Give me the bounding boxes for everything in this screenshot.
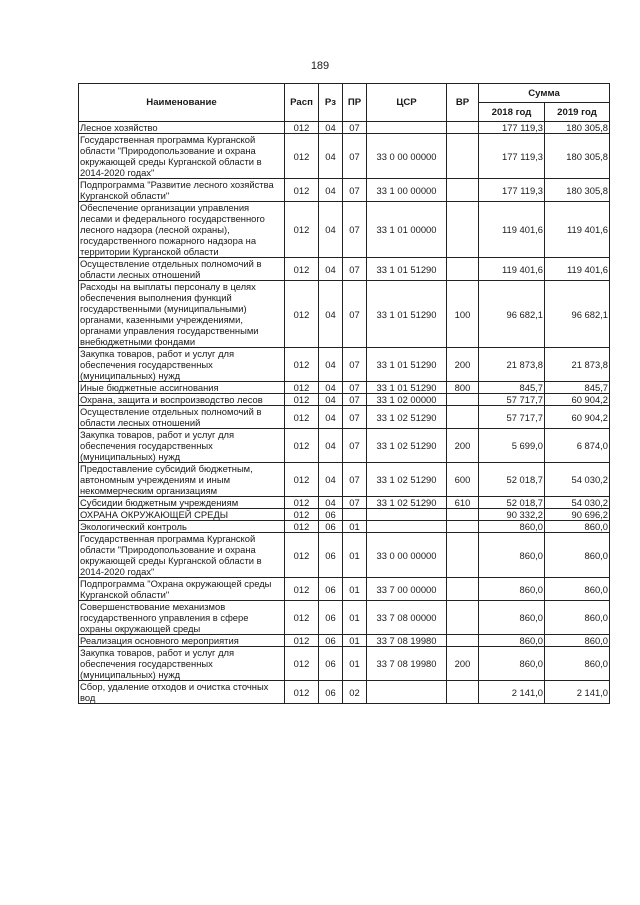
table-cell-rasp: 012 [285, 463, 319, 497]
table-cell-vr [447, 578, 479, 601]
table-cell-name: ОХРАНА ОКРУЖАЮЩЕЙ СРЕДЫ [79, 509, 285, 521]
table-cell-pr [343, 509, 367, 521]
table-cell-sum-2019: 860,0 [545, 521, 610, 533]
table-cell-sum-2019: 54 030,2 [545, 463, 610, 497]
table-row [79, 406, 610, 429]
table-row [79, 533, 610, 578]
table-cell-sum-2018: 177 119,3 [479, 179, 545, 202]
table-cell-sum-2018: 90 332,2 [479, 509, 545, 521]
table-cell-vr [447, 258, 479, 281]
table-cell-sum-2019: 2 141,0 [545, 681, 610, 704]
table-cell-name: Субсидии бюджетным учреждениям [79, 497, 285, 509]
table-cell-rasp: 012 [285, 578, 319, 601]
table-row [79, 394, 610, 406]
table-cell-vr [447, 394, 479, 406]
table-cell-csr: 33 7 08 00000 [367, 601, 447, 635]
table-cell-csr: 33 0 00 00000 [367, 134, 447, 179]
table-cell-sum-2019: 119 401,6 [545, 258, 610, 281]
table-cell-csr [367, 681, 447, 704]
table-cell-sum-2018: 860,0 [479, 521, 545, 533]
table-cell-pr: 07 [343, 463, 367, 497]
table-cell-csr: 33 7 08 19980 [367, 635, 447, 647]
header-2018: 2018 год [479, 103, 545, 122]
table-cell-csr: 33 1 02 51290 [367, 429, 447, 463]
table-cell-rasp: 012 [285, 429, 319, 463]
table-cell-vr: 200 [447, 348, 479, 382]
table-cell-rz: 06 [319, 635, 343, 647]
table-cell-csr: 33 1 02 00000 [367, 394, 447, 406]
table-row [79, 521, 610, 533]
table-cell-name: Совершенствование механизмов государственного управления в сфере охраны окружающей среды [79, 601, 285, 635]
table-cell-pr: 07 [343, 122, 367, 134]
table-cell-rz: 04 [319, 122, 343, 134]
table-cell-vr: 100 [447, 281, 479, 348]
table-cell-sum-2019: 90 696,2 [545, 509, 610, 521]
table-cell-vr [447, 134, 479, 179]
table-cell-rz: 04 [319, 429, 343, 463]
table-cell-sum-2018: 5 699,0 [479, 429, 545, 463]
table-cell-sum-2018: 860,0 [479, 601, 545, 635]
table-cell-rasp: 012 [285, 134, 319, 179]
table-cell-csr: 33 0 00 00000 [367, 533, 447, 578]
table-cell-sum-2018: 177 119,3 [479, 122, 545, 134]
table-row [79, 348, 610, 382]
table-row [79, 281, 610, 348]
table-cell-vr [447, 681, 479, 704]
table-cell-pr: 02 [343, 681, 367, 704]
table-row [79, 134, 610, 179]
table-cell-name: Осуществление отдельных полномочий в области лесных отношений [79, 406, 285, 429]
table-cell-rasp: 012 [285, 635, 319, 647]
table-cell-pr: 01 [343, 533, 367, 578]
table-cell-rasp: 012 [285, 521, 319, 533]
header-sum: Сумма [479, 84, 610, 103]
table-cell-sum-2018: 57 717,7 [479, 394, 545, 406]
table-cell-sum-2018: 52 018,7 [479, 497, 545, 509]
table-cell-vr [447, 635, 479, 647]
table-cell-name: Охрана, защита и воспроизводство лесов [79, 394, 285, 406]
table-cell-vr: 200 [447, 647, 479, 681]
table-cell-sum-2019: 860,0 [545, 635, 610, 647]
table-cell-csr [367, 521, 447, 533]
table-cell-pr: 01 [343, 578, 367, 601]
table-cell-pr: 07 [343, 281, 367, 348]
header-rz: Рз [319, 84, 343, 122]
table-row [79, 429, 610, 463]
header-name: Наименование [79, 84, 285, 122]
table-cell-vr [447, 533, 479, 578]
table-row [79, 647, 610, 681]
table-cell-rasp: 012 [285, 382, 319, 394]
table-cell-rz: 04 [319, 463, 343, 497]
table-cell-sum-2018: 57 717,7 [479, 406, 545, 429]
table-cell-rz: 04 [319, 497, 343, 509]
table-cell-rasp: 012 [285, 258, 319, 281]
table-cell-rasp: 012 [285, 122, 319, 134]
table-cell-vr [447, 509, 479, 521]
table-cell-rasp: 012 [285, 647, 319, 681]
table-cell-pr: 07 [343, 497, 367, 509]
table-cell-rasp: 012 [285, 497, 319, 509]
table-cell-name: Обеспечение организации управления лесами и федерального государственного лесного надзора (лесной охраны), государственного пожарного надзора на территории Курганской области [79, 202, 285, 258]
table-cell-sum-2019: 60 904,2 [545, 394, 610, 406]
table-cell-rz: 04 [319, 348, 343, 382]
table-cell-csr: 33 1 02 51290 [367, 497, 447, 509]
table-cell-rasp: 012 [285, 281, 319, 348]
table-cell-rz: 04 [319, 134, 343, 179]
table-cell-name: Подпрограмма "Развитие лесного хозяйства Курганской области" [79, 179, 285, 202]
table-cell-sum-2019: 860,0 [545, 578, 610, 601]
table-cell-sum-2018: 119 401,6 [479, 258, 545, 281]
table-cell-sum-2019: 860,0 [545, 533, 610, 578]
table-cell-rasp: 012 [285, 348, 319, 382]
table-cell-vr [447, 601, 479, 635]
table-row [79, 463, 610, 497]
table-cell-rz: 06 [319, 521, 343, 533]
table-body [79, 122, 610, 704]
table-row [79, 122, 610, 134]
header-2019: 2019 год [545, 103, 610, 122]
table-cell-sum-2018: 860,0 [479, 533, 545, 578]
table-cell-rasp: 012 [285, 394, 319, 406]
table-cell-csr: 33 1 01 51290 [367, 348, 447, 382]
table-cell-rasp: 012 [285, 406, 319, 429]
table-cell-rz: 04 [319, 406, 343, 429]
table-cell-sum-2019: 860,0 [545, 601, 610, 635]
table-cell-pr: 07 [343, 134, 367, 179]
table-cell-sum-2019: 54 030,2 [545, 497, 610, 509]
header-csr: ЦСР [367, 84, 447, 122]
table-cell-pr: 07 [343, 382, 367, 394]
table-cell-rasp: 012 [285, 202, 319, 258]
table-cell-name: Экологический контроль [79, 521, 285, 533]
table-cell-rasp: 012 [285, 509, 319, 521]
table-cell-name: Закупка товаров, работ и услуг для обеспечения государственных (муниципальных) нужд [79, 647, 285, 681]
table-cell-sum-2019: 6 874,0 [545, 429, 610, 463]
table-cell-sum-2018: 21 873,8 [479, 348, 545, 382]
table-row [79, 509, 610, 521]
table-cell-sum-2019: 180 305,8 [545, 179, 610, 202]
header-rasp: Расп [285, 84, 319, 122]
table-row [79, 179, 610, 202]
table-cell-sum-2018: 96 682,1 [479, 281, 545, 348]
table-cell-sum-2019: 860,0 [545, 647, 610, 681]
table-cell-sum-2018: 2 141,0 [479, 681, 545, 704]
table-cell-name: Реализация основного мероприятия [79, 635, 285, 647]
header-vr: ВР [447, 84, 479, 122]
table-cell-name: Закупка товаров, работ и услуг для обеспечения государственных (муниципальных) нужд [79, 348, 285, 382]
table-row [79, 258, 610, 281]
table-cell-sum-2018: 860,0 [479, 578, 545, 601]
table-cell-pr: 07 [343, 406, 367, 429]
table-cell-csr: 33 1 00 00000 [367, 179, 447, 202]
table-cell-rz: 06 [319, 533, 343, 578]
table-cell-sum-2019: 119 401,6 [545, 202, 610, 258]
table-cell-vr [447, 122, 479, 134]
table-row [79, 497, 610, 509]
table-cell-sum-2018: 860,0 [479, 635, 545, 647]
table-cell-vr: 600 [447, 463, 479, 497]
table-cell-sum-2019: 180 305,8 [545, 134, 610, 179]
table-cell-sum-2019: 845,7 [545, 382, 610, 394]
table-cell-csr: 33 1 02 51290 [367, 463, 447, 497]
table-cell-csr: 33 1 02 51290 [367, 406, 447, 429]
table-cell-csr: 33 1 01 00000 [367, 202, 447, 258]
table-cell-pr: 01 [343, 647, 367, 681]
table-cell-name: Предоставление субсидий бюджетным, автономным учреждениям и иным некоммерческим организациям [79, 463, 285, 497]
table-row [79, 635, 610, 647]
table-cell-sum-2019: 60 904,2 [545, 406, 610, 429]
table-cell-csr: 33 1 01 51290 [367, 258, 447, 281]
table-cell-name: Осуществление отдельных полномочий в области лесных отношений [79, 258, 285, 281]
table-row [79, 382, 610, 394]
table-cell-name: Закупка товаров, работ и услуг для обеспечения государственных (муниципальных) нужд [79, 429, 285, 463]
table-cell-pr: 01 [343, 521, 367, 533]
table-cell-pr: 07 [343, 258, 367, 281]
table-cell-rz: 06 [319, 601, 343, 635]
table-cell-csr: 33 7 08 19980 [367, 647, 447, 681]
table-cell-rz: 06 [319, 647, 343, 681]
table-cell-rz: 06 [319, 578, 343, 601]
table-cell-rz: 06 [319, 681, 343, 704]
table-row [79, 578, 610, 601]
table-cell-sum-2018: 177 119,3 [479, 134, 545, 179]
table-cell-sum-2018: 119 401,6 [479, 202, 545, 258]
table-cell-rz: 04 [319, 202, 343, 258]
table-cell-csr: 33 1 01 51290 [367, 281, 447, 348]
table-row [79, 601, 610, 635]
table-cell-pr: 01 [343, 635, 367, 647]
table-cell-rz: 04 [319, 281, 343, 348]
table-cell-vr [447, 202, 479, 258]
table-cell-rz: 06 [319, 509, 343, 521]
table-cell-csr: 33 7 00 00000 [367, 578, 447, 601]
table-cell-rz: 04 [319, 179, 343, 202]
table-cell-name: Иные бюджетные ассигнования [79, 382, 285, 394]
table-cell-sum-2018: 52 018,7 [479, 463, 545, 497]
table-cell-sum-2019: 96 682,1 [545, 281, 610, 348]
table-cell-rz: 04 [319, 394, 343, 406]
table-cell-pr: 07 [343, 179, 367, 202]
table-cell-sum-2019: 21 873,8 [545, 348, 610, 382]
table-cell-pr: 07 [343, 202, 367, 258]
table-cell-rasp: 012 [285, 533, 319, 578]
table-cell-sum-2018: 860,0 [479, 647, 545, 681]
table-cell-csr: 33 1 01 51290 [367, 382, 447, 394]
table-cell-rasp: 012 [285, 601, 319, 635]
table-cell-vr [447, 406, 479, 429]
table-cell-pr: 07 [343, 429, 367, 463]
page-number: 189 [310, 60, 330, 72]
table-cell-csr [367, 122, 447, 134]
table-cell-rasp: 012 [285, 681, 319, 704]
table-cell-pr: 07 [343, 394, 367, 406]
table-cell-sum-2018: 845,7 [479, 382, 545, 394]
table-cell-vr: 800 [447, 382, 479, 394]
table-cell-vr [447, 521, 479, 533]
table-cell-rz: 04 [319, 258, 343, 281]
table-cell-pr: 07 [343, 348, 367, 382]
table-cell-vr: 200 [447, 429, 479, 463]
table-cell-name: Сбор, удаление отходов и очистка сточных вод [79, 681, 285, 704]
header-pr: ПР [343, 84, 367, 122]
table-cell-rasp: 012 [285, 179, 319, 202]
table-cell-csr [367, 509, 447, 521]
table-cell-name: Расходы на выплаты персоналу в целях обеспечения выполнения функций государственными (муниципальными) органами, казенными учреждениями, органами управления государственными внебюджетными фондами [79, 281, 285, 348]
table-cell-name: Государственная программа Курганской области "Природопользование и охрана окружающей среды Курганской области в 2014-2020 годах" [79, 533, 285, 578]
budget-table [78, 83, 610, 704]
table-cell-name: Подпрограмма "Охрана окружающей среды Курганской области" [79, 578, 285, 601]
table-row [79, 202, 610, 258]
table-cell-pr: 01 [343, 601, 367, 635]
table-cell-vr: 610 [447, 497, 479, 509]
table-row [79, 681, 610, 704]
table-cell-name: Государственная программа Курганской области "Природопользование и охрана окружающей среды Курганской области в 2014-2020 годах" [79, 134, 285, 179]
table-cell-sum-2019: 180 305,8 [545, 122, 610, 134]
table-cell-rz: 04 [319, 382, 343, 394]
table-cell-vr [447, 179, 479, 202]
table-cell-name: Лесное хозяйство [79, 122, 285, 134]
